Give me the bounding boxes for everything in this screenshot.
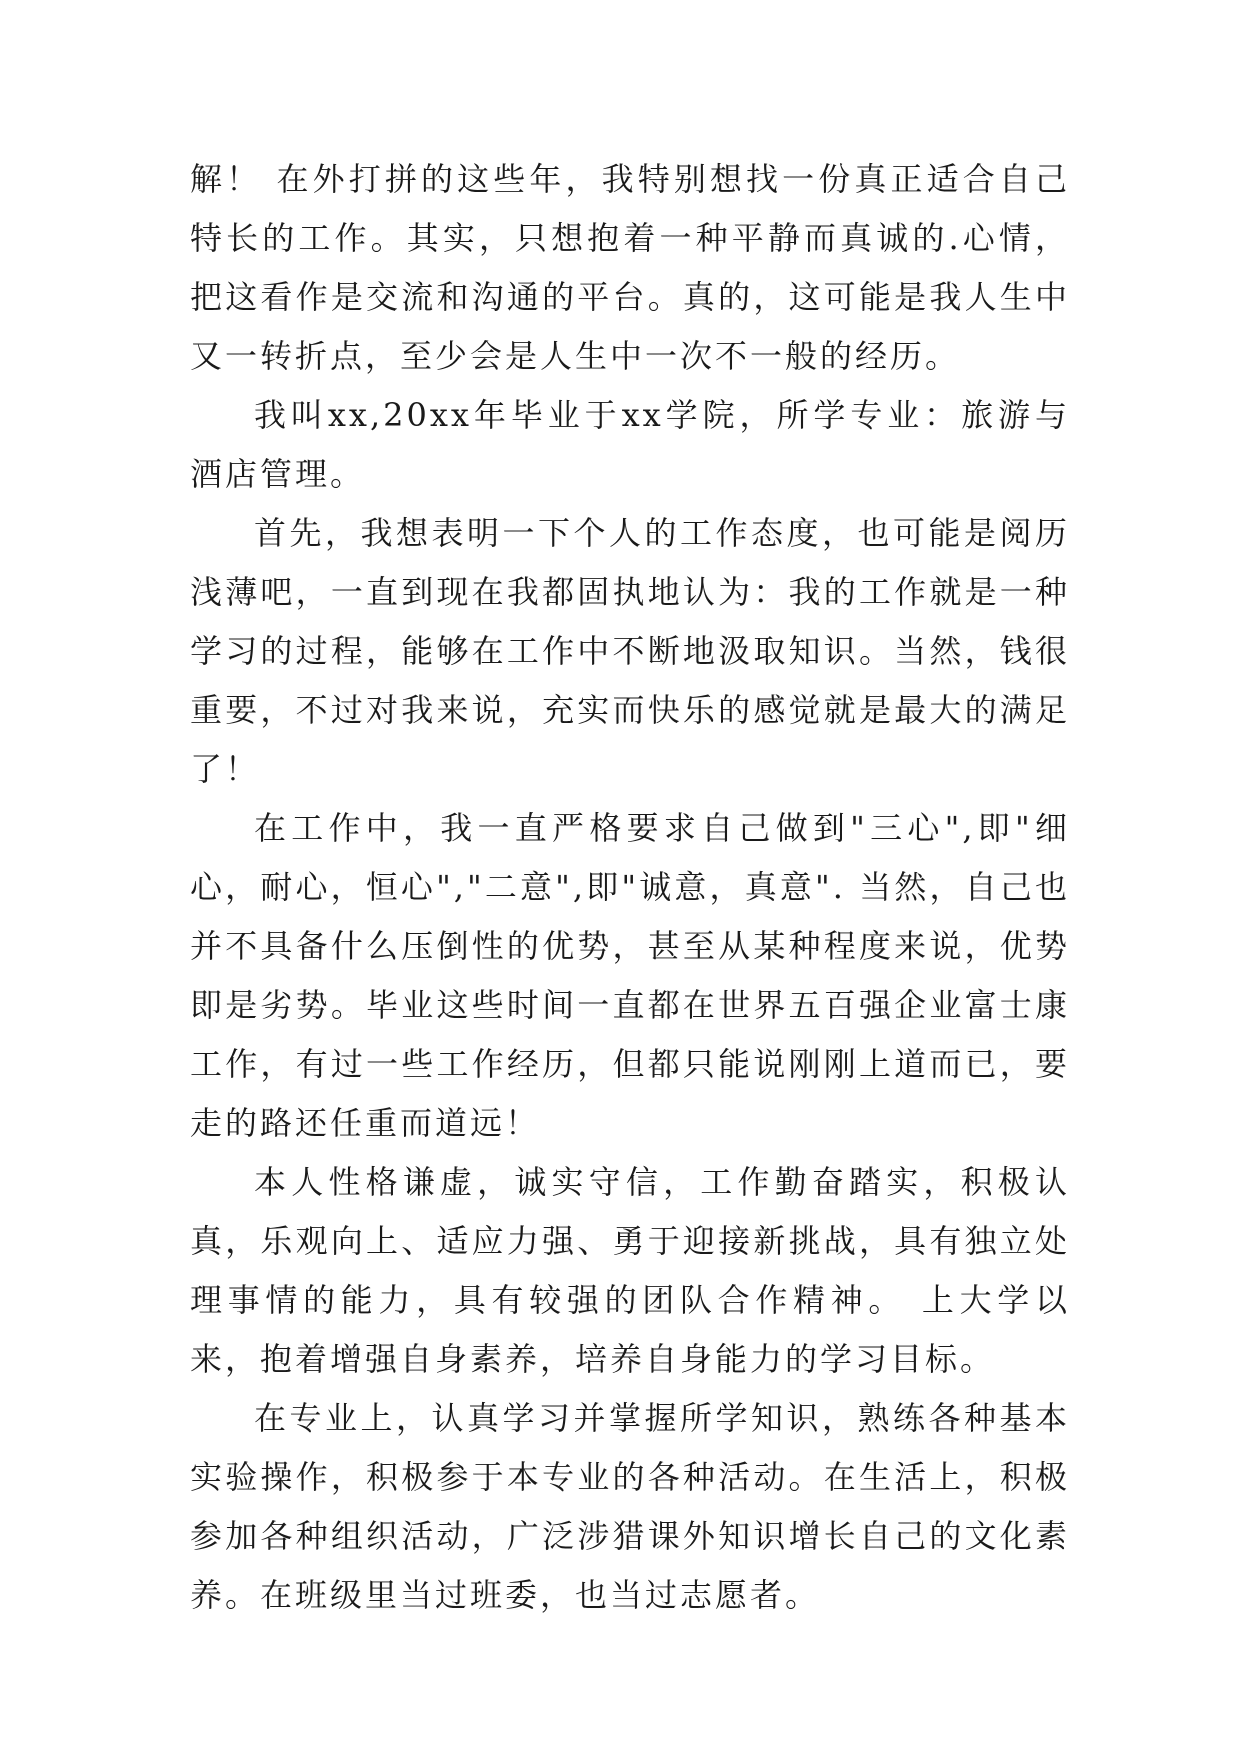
paragraph-continued: 解！ 在外打拼的这些年，我特别想找一份真正适合自己特长的工作。其实，只想抱着一种平静而真诚的.心情，把这看作是交流和沟通的平台。真的，这可能是我人生中又一转折点，至少会是人生中一次不一般的经历。 [190,160,1070,375]
document-body [190,150,1070,1625]
paragraph-work-attitude: 首先，我想表明一下个人的工作态度，也可能是阅历浅薄吧，一直到现在我都固执地认为：我的工作就是一种学习的过程，能够在工作中不断地汲取知识。当然，钱很重要，不过对我来说，充实而快乐的感觉就是最大的满足了！ [190,514,1070,788]
paragraph-personality: 本人性格谦虚，诚实守信，工作勤奋踏实，积极认真，乐观向上、适应力强、勇于迎接新挑战，具有独立处理事情的能力，具有较强的团队合作精神。 上大学以来，抱着增强自身素养，培养自身能力的学习目标。 [190,1163,1070,1378]
paragraph-work-requirements: 在工作中，我一直严格要求自己做到"三心",即"细心，耐心，恒心","二意",即"诚意，真意". 当然，自己也并不具备什么压倒性的优势，甚至从某种程度来说，优势即是劣势。毕业这些时间一直都在世界五百强企业富士康工作，有过一些工作经历，但都只能说刚刚上道而已，要走的路还任重而道远！ [190,809,1070,1142]
paragraph-study-life: 在专业上，认真学习并掌握所学知识，熟练各种基本实验操作，积极参于本专业的各种活动。在生活上，积极参加各种组织活动，广泛涉猎课外知识增长自己的文化素养。在班级里当过班委，也当过志愿者。 [190,1399,1070,1614]
paragraph-introduction: 我叫xx,20xx年毕业于xx学院，所学专业：旅游与酒店管理。 [190,396,1070,493]
